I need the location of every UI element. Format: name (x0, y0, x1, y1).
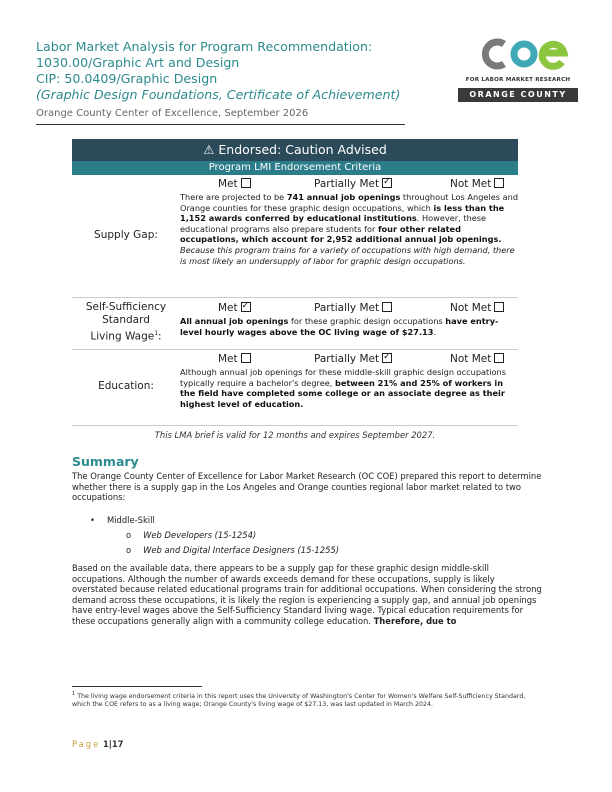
criteria-row-supply-gap (72, 175, 518, 298)
checkbox-icon (241, 178, 251, 188)
option-met: Met (218, 352, 251, 366)
criteria-options (180, 301, 518, 315)
option-partially-met: Partially Met✓ (314, 352, 392, 366)
summary-body: Based on the available data, there appears to be a supply gap for these graphic design middle-skill occupations. Although the number of awards exceeds demand for these occupations, supply is likely overstated because related educational programs train for additional occupations. When considering the strong demand across these occupations, it is likely the region is experiencing a supply gap, and annual job openings have entry-level wages above the Self-Sufficiency Standard living wage. Typical education requirements for these occupations generally align with a community college education. Therefore, due to (72, 563, 542, 626)
criteria-description: All annual job openings for these graphic design occupations have entry-level hourly wages above the OC living wage of $27.13. (180, 316, 499, 337)
report-title-line1: Labor Market Analysis for Program Recommendation: (36, 39, 373, 54)
option-partially-met: Partially Met✓ (314, 177, 392, 191)
criteria-label: Education: (98, 380, 154, 392)
footnote-divider (72, 686, 202, 687)
checkbox-icon (494, 178, 504, 188)
criteria-row-living-wage (72, 298, 518, 350)
logo-region: ORANGE COUNTY (458, 88, 578, 102)
footnote: $^1$ The living wage endorsement criteria in this report uses the University of Washington's Center for Women's Welfare Self-Sufficiency Standard, which the COE refers to as a living wage; Orange County's living wage of $27.13, was last updated in March 2024. (72, 691, 526, 709)
report-org-date: Orange County Center of Excellence, September 2026 (36, 108, 309, 119)
endorsement-status (72, 139, 518, 161)
criteria-options (180, 177, 518, 191)
criteria-description: There are projected to be 741 annual job openings throughout Los Angeles and Orange counties for these graphic design occupations, which is less than the 1,152 awards conferred by educational institutions. However, these educational programs also prepare students for four other related occupations, which account for 2,952 additional annual job openings. Because this program trains for a variety of occupations with high demand, there is most likely an undersupply of labor for graphic design occupations. (180, 192, 519, 266)
bullet-middle-skill: • Middle-Skill (90, 515, 155, 525)
report-title-line4: (Graphic Design Foundations, Certificate of Achievement) (36, 87, 401, 102)
criteria-description: Although annual job openings for these middle-skill graphic design occupations typically require a bachelor's degree, between 21% and 25% of workers in the field have completed some college or an associate degree as their highest level of education. (180, 367, 507, 409)
checkbox-checked-icon (382, 178, 392, 188)
criteria-options (180, 352, 518, 366)
summary-intro: The Orange County Center of Excellence for Labor Market Research (OC COE) prepared this report to determine whether there is a supply gap in the Los Angeles and Orange counties regional labor market related to two occupations: (72, 471, 542, 503)
checkbox-checked-icon (241, 302, 251, 312)
checkbox-icon (241, 353, 251, 363)
endorsement-status-text: Endorsed: Caution Advised (218, 142, 387, 157)
criteria-subtitle: Program LMI Endorsement Criteria (72, 161, 518, 175)
checkbox-icon (494, 353, 504, 363)
summary-heading: Summary (72, 454, 139, 469)
coe-logo-icon (478, 38, 570, 70)
option-partially-met: Partially Met (314, 301, 392, 315)
criteria-label: Self-Sufficiency Standard Living Wage$^1$: (85, 301, 167, 343)
page-number: Page 1|17 (72, 739, 124, 749)
endorsement-table (72, 139, 518, 426)
validity-note: This LMA brief is valid for 12 months and expires September 2027. (154, 430, 436, 440)
option-not-met: Not Met (450, 352, 504, 366)
criteria-label: Supply Gap: (94, 229, 158, 241)
bullet-web-designers: o Web and Digital Interface Designers (15-1255) (126, 545, 340, 555)
header-divider (36, 124, 405, 125)
checkbox-icon (494, 302, 504, 312)
option-not-met: Not Met (450, 301, 504, 315)
bullet-web-developers: o Web Developers (15-1254) (126, 530, 257, 540)
report-title-line2: 1030.00/Graphic Art and Design (36, 55, 240, 70)
checkbox-checked-icon (382, 353, 392, 363)
checkbox-icon (382, 302, 392, 312)
warning-icon: ⚠ (203, 142, 215, 157)
criteria-row-education (72, 350, 518, 426)
option-met: Met (218, 177, 251, 191)
option-met: Met✓ (218, 301, 251, 315)
logo-tagline: FOR LABOR MARKET RESEARCH (465, 77, 571, 83)
report-title-line3: CIP: 50.0409/Graphic Design (36, 71, 218, 86)
option-not-met: Not Met (450, 177, 504, 191)
